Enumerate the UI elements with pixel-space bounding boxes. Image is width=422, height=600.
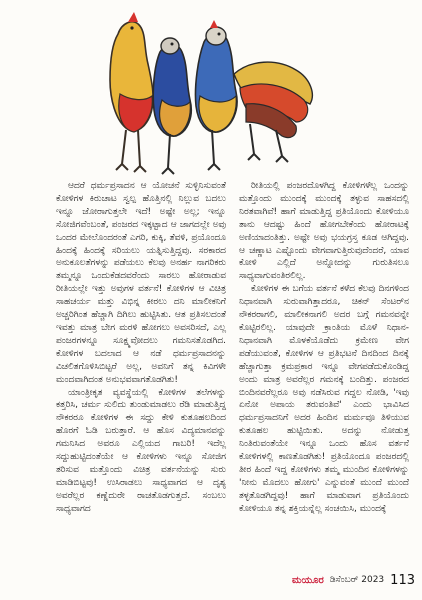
paragraph: ಆದರೆ ಧರ್ಮಪ್ರಸಾದನ ಆ ಯೋಚನೆ ಸುಳ್ಳಿನಿಸುವಂತೆ ಕೋಳಿಗಳ ಕಿರುಚಾಟ ಸ್ವಲ್ಪ ಹೊತ್ತಿನಲ್ಲಿ ನಿಲ್ಲುವ ಬದಲು ಇನ್ನೂ ಜೋರಾಗುತ್ತಲೇ ಇದೆ! ಅಷ್ಟೇ ಅಲ್ಲ; ಇನ್ನೂ ಸೋಜಿಗವೆಂಬಂತೆ, ಪಂಜರದ ಇಕ್ಕಟ್ಟಾದ ಆ ಜಾಗದಲ್ಲೇ ಅವು ಒಂದರ ಮೇಲೊಂದರಂತೆ ಎಗರಿ, ಕುಕ್ಕಿ, ತೆವಳಿ, ಪ್ರಯೊಂದೂ ಹಿಂದಕ್ಕೆ ಹಿಂದಕ್ಕೆ ಸರಿಯಲು ಯತ್ನಿಸುತ್ತಿದ್ದವು. ಸರಕಾರದ ಅನುಕೂಲತೆಗಳನ್ನು ಪಡೆಯಲು ಕೆಲವು ಅನರ್ಹ ನಾಗರಿಕರು ತಮ್ಮನ್ನೂ ಒಂದುಕೆಡದವರೆಂದು ಸಾರಲು ಹೋರಾಡುವ ರೀತಿಯಲ್ಲೇ ಇತ್ತು ಅವುಗಳ ವರ್ತನೆ! ಕೋಳಿಗಳ ಆ ವಿಚಿತ್ರ ಸಾಹಚರ್ಯ ಮತ್ತು ವಿಭಿನ್ನ ಕೀರಲು ದನಿ ಮಾಲೀಕನಿಗೆ ಅಚ್ಚರಿಗಿಂತ ಹೆಚ್ಚಾಗಿ ದಿಗಿಲು ಹುಟ್ಟಿಸಿತು. ಆತ ಪ್ರತಿಸಲದಂತೆ ಇವತ್ತು ಮಾತ್ರ ಬೇಗ ಮರಳಿ ಹೋಗಲು ಅವಸರಿಸದೆ, ಎಲ್ಲ ಪಂಜರಗಳನ್ನೂ ಸೂಕ್ಷ್ಮವೋದಲು ಗಮನಿಸತೊಡಗಿದ. ಕೋಳಿಗಳ ಬದಲಾದ ಆ ನಡೆ ಧರ್ಮಪ್ರಸಾದನನ್ನು ವಿಚಲಿತಗೊಳಿಸಿಬಿಟ್ಟರೆ ಅಲ್ಲ, ಅವನಿಗೆ ತನ್ನ ಕಿವಿಗಳೇ ಮಂದವಾಗಿದಂತ ಅನುಭವವಾಗತೊಡಗಿತು! — [56, 181, 226, 385]
paragraph: ಕೋಳಿಗಳ ಈ ಬಗೆಯ ವರ್ತನೆ ಕಳೆದ ಕೆಲವು ದಿನಗಳಿಂದ ನಿಧಾನವಾಗಿ ಸುರುವಾಗಿತ್ತಾದರೂ, ಚಿಕನ್ ಸೆಂಟರ್‌ನ ನೌಕರರಾಗಲಿ, ಮಾಲೀಕನಾಗಲಿ ಅದರ ಬಗ್ಗೆ ಗಮನವನ್ನೇ ಕೊಟ್ಟಿರಲಿಲ್ಲ. ಯಾವುದೇ ಕ್ರಾಂತಿಯ ಮೊಳೆ ನಿಧಾನ-ನಿಧಾನವಾಗಿ ಮೊಳಕೆಯೊಡೆದು ಕ್ರಮೇಣ ವೇಗ ಪಡೆಯುವಂತೆ, ಕೋಳಿಗಳ ಆ ಪ್ರತಿಭಟನೆ ದಿನದಿಂದ ದಿನಕ್ಕೆ ಹೆಚ್ಚಾಗುತ್ತಾ ಕ್ರಮಪ್ರಕಾರ ಇನ್ನೂ ವೇಗಪಡೆದುಕೊಂಡಿದ್ದ ಅಂದು ಮಾತ್ರ ಅವರೆಲ್ಲರ ಗಮನಕ್ಕೆ ಬಂದಿತ್ತು. ಪಂಜರದ ಬಿಂದಿನವರೆಲ್ಲರೂ ಅವು ನಡೆಸಿರುವ ಗದ್ದಲ ನೋಡಿ, 'ಇವು ಏನೋ ಅಪಾಯ ತರುವಂತಿವೆ' ಎಂದು ಭಾವಿಸಿದ ಧರ್ಮಪ್ರಸಾದನಿಗೆ ಅದರ ಹಿಂದಿನ ಮರ್ಮವೂ ತಿಳಿಯುವ ಕುತೂಹಲ ಹುಟ್ಟಿಯಿತು. ಅದನ್ನು ನೋಡುತ್ತ ನಿಂತಿರುವಂತೆಯೇ ಇನ್ನೂ ಒಂದು ಹೊಸ ವರ್ತನೆ ಕೋಳಿಗಳಲ್ಲಿ ಕಾಣತೊಡಗಿತು! ಪ್ರತಿಯೊಂದೂ ಪಂಜರದಲ್ಲಿ ತೀರ ಹಿಂದೆ ಇದ್ದ ಕೋಳಿಗಳು ತಮ್ಮ ಮುಂದಿನ ಕೋಳಿಗಳನ್ನು 'ನೀನು ಮೊದಲು ಹೋಗು' ಎನ್ನುವಂತೆ ಮುಂದೆ ಮುಂದೆ ತಳ್ಳತೊಡಗಿದ್ದವು! ಹಾಗೆ ಮಾಡುವಾಗ ಪ್ರತಿಯೊಂದು ಕೋಳಿಯೂ ತನ್ನ ಶಕ್ತಿಯನ್ನೆಲ್ಲ ಸಂಚಯಿಸಿ, ಮುಂದಕ್ಕೆ — [239, 284, 409, 514]
rooster-right-icon — [195, 20, 237, 170]
magazine-name: ಮಯೂರ — [291, 574, 324, 586]
tail-feathers-icon — [234, 62, 312, 162]
roosters-illustration — [100, 4, 322, 176]
paragraph: ರೀತಿಯಲ್ಲಿ ಪಂಜರದೊಳಗಿದ್ದ ಕೋಳಿಗಳೆಲ್ಲ ಒಂದನ್ನು ಮತ್ತೊಂದು ಮುಂದಕ್ಕೆ ಮುಂದಕ್ಕೆ ತಳ್ಳುವ ಸಾಹಸದಲ್ಲಿ ನಿರತವಾಗಿವೆ! ಹಾಗೆ ಮಾಡುತ್ತಿದ್ದ ಪ್ರತಿಯೊಂದು ಕೋಳಿಯೂ ತಾನು ಆದಷ್ಟು ಹಿಂದೆ ಹೋಗಬೇಕೆಂದು ಹೋರಾಟಕ್ಕೆ ಅಣಿಯಾದಂತಿತ್ತು. ಅಷ್ಟೇ ಅವು ಭಯಗ್ರಸ್ತ ಕೂಡ ಆಗಿದ್ದವು. ಆ ಚಣ್ಣಾಟ ಎಷ್ಟೊಂದು ವೇಗವಾಗುತ್ತಿರುವುದೆಂದರೆ, ಯಾವ ಕೋಳಿ ಎಲ್ಲಿದೆ ಅನ್ನೋದನ್ನು ಗುರುತಿಸಲೂ ಸಾಧ್ಯವಾಗುವಂತಿರಲಿಲ್ಲ. — [239, 181, 409, 282]
paragraph: ಯಾಂತ್ರೀಕೃತ ವ್ಯವಸ್ಥೆಯಲ್ಲಿ ಕೋಳಿಗಳ ತಲೆಗಳನ್ನು ಕತ್ತರಿಸಿ, ಚರ್ಮ ಸುಲಿದು ತುಂಡುಮಾಡಲು ರೆಡಿ ಮಾಡುತ್ತಿದ್ದ ನೌಕರರೂ ಕೋಳಿಗಳ ಈ ಸದ್ದು ಕೇಳಿ ಕುತೂಹಲದಿಂದ ಹೊರಗೆ ಓಡಿ ಬರುತ್ತಾರೆ. ಆ ಹೊಸ ವಿದ್ಯಮಾನವನ್ನು ಗಮನಿಸಿದ ಅವರೂ ಎಲ್ಲಿಯದ ಗಾಬರಿ! ಇದೆಲ್ಲ ಸದ್ದುಹುಟ್ಟಿದಂತೆಯೇ ಆ ಕೋಳಿಗಳು ಇನ್ನೂ ಸೋಜಿಗ ತರಿಸುವ ಮತ್ತೊಂದು ವಿಚಿತ್ರ ವರ್ತನೆಯನ್ನು ಸುರು ಮಾಡಿಬಿಟ್ಟವು! ಉಸಿರಾಡಲು ಸಾಧ್ಯವಾಗದ ಆ ದೃಶ್ಯ ಅವರೆಲ್ಲರ ಕಣ್ಣೆದುರೇ ರಾಚತೊಡಗುತ್ತದೆ. ಸಂಬಲು ಸಾಧ್ಯವಾಗದ — [56, 387, 226, 514]
article-column-left — [56, 180, 226, 516]
article-column-right — [239, 180, 409, 516]
page-footer — [280, 570, 415, 590]
article-body — [56, 180, 410, 560]
rooster-middle-icon — [153, 38, 191, 174]
page-number: 113 — [390, 572, 415, 588]
rooster-left-icon — [110, 12, 153, 172]
issue-date: ಡಿಸೆಂಬರ್ 2023 — [329, 575, 385, 585]
